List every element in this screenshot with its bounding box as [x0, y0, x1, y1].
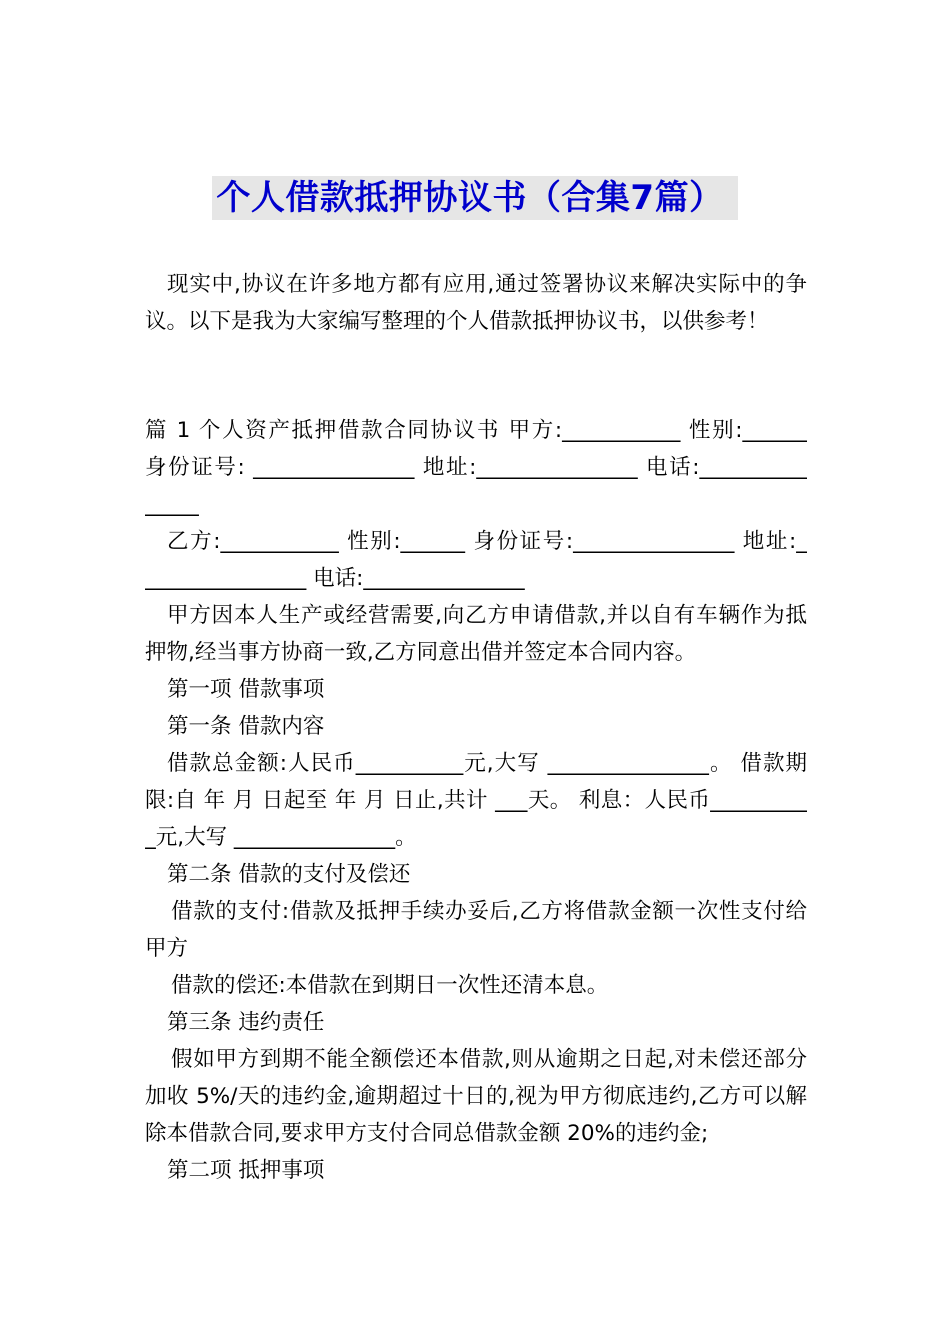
contract-body	[145, 412, 807, 1189]
text-line: 身份证号: _______________ 地址:_______________ 电话:__________	[145, 455, 807, 480]
intro-line: 现实中,协议在许多地方都有应用,通过签署协议来解决实际中的争	[167, 272, 807, 297]
text-line: 假如甲方到期不能全额偿还本借款,则从逾期之日起,对未偿还部分	[171, 1047, 807, 1072]
text-line: 除本借款合同,要求甲方支付合同总借款金额 20%的违约金;	[145, 1121, 709, 1146]
text-line: 甲方因本人生产或经营需要,向乙方申请借款,并以自有车辆作为抵	[167, 603, 807, 628]
clause-heading: 第三条 违约责任	[167, 1010, 325, 1035]
clause-heading: 第一条 借款内容	[167, 714, 325, 739]
text-line: 借款总金额:人民币__________元,大写 _______________。 借款期	[167, 751, 807, 776]
text-line: _____	[145, 492, 199, 517]
text-line: 篇 1 个人资产抵押借款合同协议书 甲方:___________ 性别:______	[145, 418, 807, 443]
text-line: 借款的支付:借款及抵押手续办妥后,乙方将借款金额一次性支付给	[171, 899, 807, 924]
text-line: 押物,经当事方协商一致,乙方同意出借并签定本合同内容。	[145, 640, 697, 665]
text-line: 加收 5%/天的违约金,逾期超过十日的,视为甲方彻底违约,乙方可以解	[145, 1084, 807, 1109]
document-title: 个人借款抵押协议书（合集7篇）	[212, 176, 737, 220]
text-line: 借款的偿还:本借款在到期日一次性还清本息。	[171, 973, 609, 998]
intro-line: 议。以下是我为大家编写整理的个人借款抵押协议书，以供参考！	[145, 309, 769, 334]
text-line: 限:自 年 月 日起至 年 月 日止,共计 ___天。 利息：人民币_________	[145, 788, 807, 813]
title-container	[0, 176, 950, 220]
section-heading: 第二项 抵押事项	[167, 1158, 325, 1183]
text-line: _元,大写 _______________。	[145, 825, 417, 850]
text-line: _______________ 电话:_______________	[145, 566, 525, 591]
clause-heading: 第二条 借款的支付及偿还	[167, 862, 411, 887]
text-line: 乙方:___________ 性别:______ 身份证号:_______________ 地址:_	[167, 529, 807, 554]
text-line: 甲方	[145, 936, 189, 961]
section-heading: 第一项 借款事项	[167, 677, 325, 702]
intro-paragraph	[145, 266, 807, 340]
